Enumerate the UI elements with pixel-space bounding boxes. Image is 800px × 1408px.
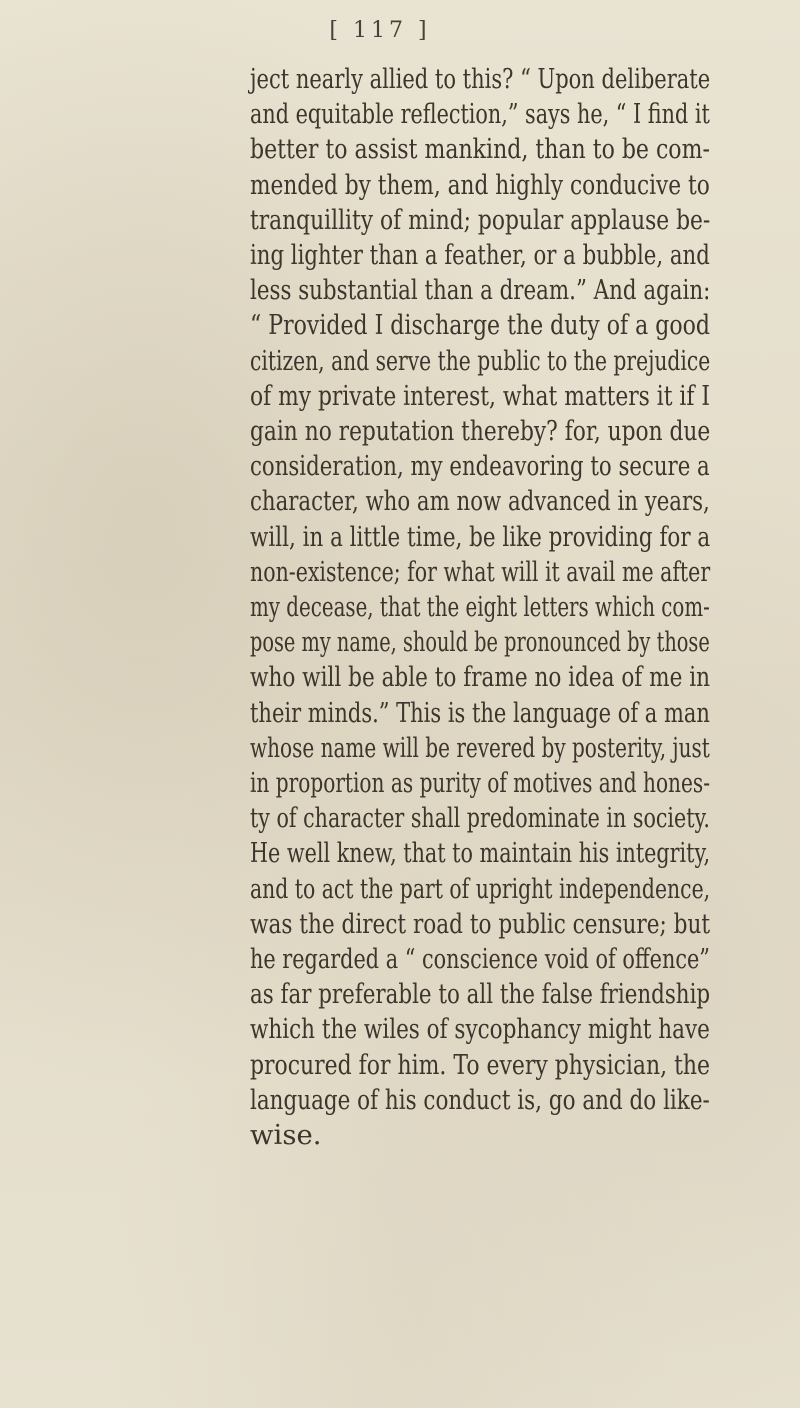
text-line: better to assist mankind, than to be com-: [250, 133, 710, 166]
text-line: as far preferable to all the false friendship: [250, 978, 711, 1011]
text-line: my decease, that the eight letters which com-: [250, 591, 710, 624]
text-line: mended by them, and highly conducive to: [250, 168, 710, 201]
text-line: citizen, and serve the public to the prejudice: [250, 344, 711, 377]
text-line: non-existence; for what will it avail me after: [250, 555, 711, 588]
text-line: ject nearly allied to this? “ Upon deliberate: [250, 63, 711, 95]
text-line: character, who am now advanced in years,: [250, 485, 710, 518]
text-line: of my private interest, what matters it if I: [250, 379, 710, 412]
body-text: [250, 62, 710, 1153]
text-line: in proportion as purity of motives and hones-: [250, 767, 711, 800]
text-line: language of his conduct is, go and do like-: [250, 1083, 710, 1116]
text-line: he regarded a “ conscience void of offence”: [250, 943, 710, 976]
text-line: whose name will be revered by posterity, just: [250, 731, 710, 764]
text-line: “ Provided I discharge the duty of a good: [250, 309, 711, 342]
text-line: who will be able to frame no idea of me in: [250, 661, 710, 694]
text-line: and equitable reflection,” says he, “ I find it: [250, 98, 710, 131]
text-line: ty of character shall predominate in society.: [250, 802, 710, 835]
text-line: ing lighter than a feather, or a bubble, and: [250, 239, 710, 272]
text-line: less substantial than a dream.” And again:: [250, 274, 711, 307]
text-line: procured for him. To every physician, the: [250, 1048, 711, 1081]
text-line: gain no reputation thereby? for, upon due: [250, 415, 711, 448]
text-line: He well knew, that to maintain his integrity,: [250, 837, 711, 870]
text-line: tranquillity of mind; popular applause be-: [250, 203, 711, 236]
text-line: their minds.” This is the language of a man: [250, 696, 710, 729]
text-line: consideration, my endeavoring to secure a: [250, 450, 710, 483]
text-line: will, in a little time, be like providing for a: [250, 520, 711, 553]
page-number: [ 117 ]: [329, 18, 431, 43]
text-line: wise.: [250, 1119, 322, 1152]
text-line: which the wiles of sycophancy might have: [250, 1013, 710, 1046]
text-line: was the direct road to public censure; but: [250, 907, 711, 940]
text-line: pose my name, should be pronounced by those: [250, 626, 710, 659]
text-line: and to act the part of upright independence,: [250, 872, 711, 905]
